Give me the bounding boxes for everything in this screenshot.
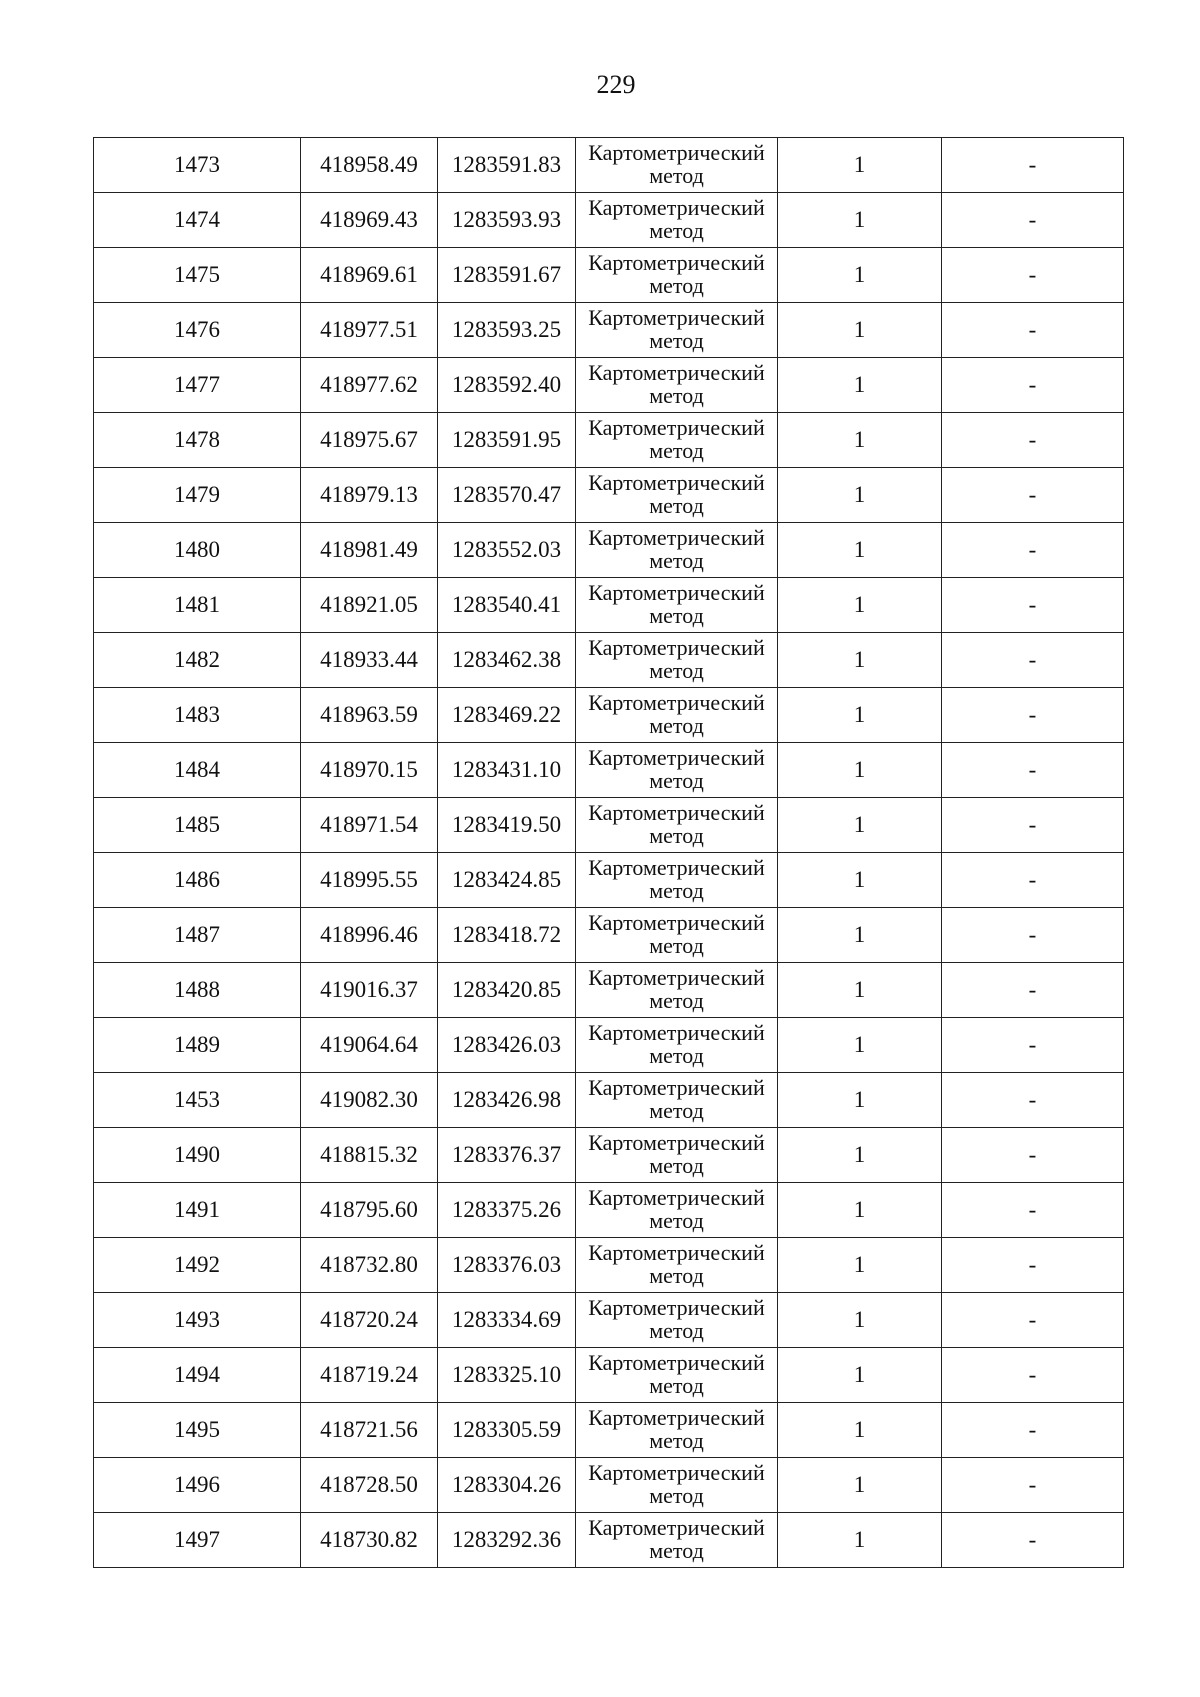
point-number-cell: 1473 <box>94 138 301 193</box>
table-row <box>94 963 1124 1018</box>
x-coordinate-cell: 418721.56 <box>301 1403 438 1458</box>
accuracy-cell: 1 <box>778 1458 942 1513</box>
method-cell <box>576 1348 778 1403</box>
note-cell: - <box>942 908 1124 963</box>
point-number-cell: 1488 <box>94 963 301 1018</box>
x-coordinate-cell: 418720.24 <box>301 1293 438 1348</box>
y-coordinate-cell: 1283376.37 <box>438 1128 576 1183</box>
method-line-2: метод <box>649 1318 704 1343</box>
y-coordinate-cell: 1283419.50 <box>438 798 576 853</box>
accuracy-cell: 1 <box>778 193 942 248</box>
y-coordinate-cell: 1283426.98 <box>438 1073 576 1128</box>
method-line-1: Картометрический <box>588 1405 765 1430</box>
x-coordinate-cell: 418969.43 <box>301 193 438 248</box>
method-cell <box>576 1458 778 1513</box>
y-coordinate-cell: 1283591.67 <box>438 248 576 303</box>
x-coordinate-cell: 418730.82 <box>301 1513 438 1568</box>
table-row <box>94 1183 1124 1238</box>
table-row <box>94 138 1124 193</box>
method-line-1: Картометрический <box>588 1075 765 1100</box>
method-line-2: метод <box>649 383 704 408</box>
method-cell <box>576 1513 778 1568</box>
point-number-cell: 1474 <box>94 193 301 248</box>
method-cell <box>576 468 778 523</box>
x-coordinate-cell: 418981.49 <box>301 523 438 578</box>
y-coordinate-cell: 1283420.85 <box>438 963 576 1018</box>
method-line-1: Картометрический <box>588 910 765 935</box>
note-cell: - <box>942 1348 1124 1403</box>
method-cell <box>576 303 778 358</box>
point-number-cell: 1486 <box>94 853 301 908</box>
note-cell: - <box>942 1238 1124 1293</box>
accuracy-cell: 1 <box>778 1073 942 1128</box>
method-line-1: Картометрический <box>588 195 765 220</box>
method-line-1: Картометрический <box>588 1515 765 1540</box>
accuracy-cell: 1 <box>778 1403 942 1458</box>
table-row <box>94 853 1124 908</box>
table-row <box>94 358 1124 413</box>
accuracy-cell: 1 <box>778 1018 942 1073</box>
method-cell <box>576 138 778 193</box>
y-coordinate-cell: 1283375.26 <box>438 1183 576 1238</box>
note-cell: - <box>942 688 1124 743</box>
note-cell: - <box>942 798 1124 853</box>
method-line-1: Картометрический <box>588 305 765 330</box>
method-line-2: метод <box>649 493 704 518</box>
method-line-1: Картометрический <box>588 250 765 275</box>
method-line-2: метод <box>649 878 704 903</box>
point-number-cell: 1453 <box>94 1073 301 1128</box>
method-line-2: метод <box>649 823 704 848</box>
accuracy-cell: 1 <box>778 138 942 193</box>
accuracy-cell: 1 <box>778 963 942 1018</box>
method-line-2: метод <box>649 1428 704 1453</box>
x-coordinate-cell: 418995.55 <box>301 853 438 908</box>
method-cell <box>576 523 778 578</box>
x-coordinate-cell: 418971.54 <box>301 798 438 853</box>
accuracy-cell: 1 <box>778 303 942 358</box>
method-line-2: метод <box>649 988 704 1013</box>
point-number-cell: 1492 <box>94 1238 301 1293</box>
accuracy-cell: 1 <box>778 358 942 413</box>
accuracy-cell: 1 <box>778 633 942 688</box>
y-coordinate-cell: 1283592.40 <box>438 358 576 413</box>
note-cell: - <box>942 1458 1124 1513</box>
method-line-1: Картометрический <box>588 800 765 825</box>
method-line-1: Картометрический <box>588 1130 765 1155</box>
x-coordinate-cell: 418958.49 <box>301 138 438 193</box>
y-coordinate-cell: 1283292.36 <box>438 1513 576 1568</box>
x-coordinate-cell: 418933.44 <box>301 633 438 688</box>
point-number-cell: 1496 <box>94 1458 301 1513</box>
note-cell: - <box>942 1403 1124 1458</box>
point-number-cell: 1479 <box>94 468 301 523</box>
y-coordinate-cell: 1283540.41 <box>438 578 576 633</box>
method-line-2: метод <box>649 548 704 573</box>
note-cell: - <box>942 1018 1124 1073</box>
method-line-2: метод <box>649 1373 704 1398</box>
y-coordinate-cell: 1283334.69 <box>438 1293 576 1348</box>
note-cell: - <box>942 523 1124 578</box>
x-coordinate-cell: 418732.80 <box>301 1238 438 1293</box>
method-cell <box>576 908 778 963</box>
x-coordinate-cell: 418977.62 <box>301 358 438 413</box>
x-coordinate-cell: 418970.15 <box>301 743 438 798</box>
method-cell <box>576 798 778 853</box>
x-coordinate-cell: 418979.13 <box>301 468 438 523</box>
point-number-cell: 1495 <box>94 1403 301 1458</box>
point-number-cell: 1491 <box>94 1183 301 1238</box>
method-cell <box>576 578 778 633</box>
accuracy-cell: 1 <box>778 1238 942 1293</box>
note-cell: - <box>942 358 1124 413</box>
y-coordinate-cell: 1283462.38 <box>438 633 576 688</box>
method-cell <box>576 688 778 743</box>
point-number-cell: 1484 <box>94 743 301 798</box>
x-coordinate-cell: 418815.32 <box>301 1128 438 1183</box>
note-cell: - <box>942 853 1124 908</box>
table-row <box>94 1238 1124 1293</box>
accuracy-cell: 1 <box>778 248 942 303</box>
accuracy-cell: 1 <box>778 688 942 743</box>
y-coordinate-cell: 1283325.10 <box>438 1348 576 1403</box>
method-line-2: метод <box>649 1263 704 1288</box>
point-number-cell: 1476 <box>94 303 301 358</box>
method-line-1: Картометрический <box>588 525 765 550</box>
method-cell <box>576 743 778 798</box>
method-line-2: метод <box>649 1043 704 1068</box>
method-line-2: метод <box>649 273 704 298</box>
y-coordinate-cell: 1283552.03 <box>438 523 576 578</box>
y-coordinate-cell: 1283376.03 <box>438 1238 576 1293</box>
method-line-2: метод <box>649 1483 704 1508</box>
accuracy-cell: 1 <box>778 413 942 468</box>
point-number-cell: 1487 <box>94 908 301 963</box>
method-cell <box>576 1018 778 1073</box>
note-cell: - <box>942 193 1124 248</box>
method-line-1: Картометрический <box>588 690 765 715</box>
table-row <box>94 1128 1124 1183</box>
note-cell: - <box>942 1293 1124 1348</box>
method-cell <box>576 193 778 248</box>
table-row <box>94 743 1124 798</box>
accuracy-cell: 1 <box>778 798 942 853</box>
method-line-1: Картометрический <box>588 580 765 605</box>
point-number-cell: 1494 <box>94 1348 301 1403</box>
accuracy-cell: 1 <box>778 1183 942 1238</box>
note-cell: - <box>942 963 1124 1018</box>
x-coordinate-cell: 418996.46 <box>301 908 438 963</box>
table-row <box>94 1073 1124 1128</box>
method-line-2: метод <box>649 658 704 683</box>
note-cell: - <box>942 468 1124 523</box>
y-coordinate-cell: 1283593.25 <box>438 303 576 358</box>
y-coordinate-cell: 1283593.93 <box>438 193 576 248</box>
point-number-cell: 1493 <box>94 1293 301 1348</box>
table-row <box>94 303 1124 358</box>
table-row <box>94 523 1124 578</box>
y-coordinate-cell: 1283304.26 <box>438 1458 576 1513</box>
method-line-2: метод <box>649 218 704 243</box>
point-number-cell: 1475 <box>94 248 301 303</box>
method-cell <box>576 1238 778 1293</box>
point-number-cell: 1485 <box>94 798 301 853</box>
point-number-cell: 1478 <box>94 413 301 468</box>
method-line-2: метод <box>649 768 704 793</box>
x-coordinate-cell: 418969.61 <box>301 248 438 303</box>
x-coordinate-cell: 418975.67 <box>301 413 438 468</box>
accuracy-cell: 1 <box>778 523 942 578</box>
table-row <box>94 248 1124 303</box>
table-row <box>94 633 1124 688</box>
method-cell <box>576 1293 778 1348</box>
note-cell: - <box>942 248 1124 303</box>
method-cell <box>576 1183 778 1238</box>
method-cell <box>576 1073 778 1128</box>
note-cell: - <box>942 1128 1124 1183</box>
method-line-2: метод <box>649 163 704 188</box>
method-cell <box>576 413 778 468</box>
accuracy-cell: 1 <box>778 1513 942 1568</box>
table-row <box>94 1348 1124 1403</box>
method-line-1: Картометрический <box>588 470 765 495</box>
point-number-cell: 1490 <box>94 1128 301 1183</box>
method-cell <box>576 633 778 688</box>
method-line-2: метод <box>649 438 704 463</box>
x-coordinate-cell: 418719.24 <box>301 1348 438 1403</box>
method-line-1: Картометрический <box>588 360 765 385</box>
table-row <box>94 413 1124 468</box>
accuracy-cell: 1 <box>778 1348 942 1403</box>
note-cell: - <box>942 1183 1124 1238</box>
point-number-cell: 1477 <box>94 358 301 413</box>
method-line-1: Картометрический <box>588 855 765 880</box>
x-coordinate-cell: 418921.05 <box>301 578 438 633</box>
method-line-2: метод <box>649 713 704 738</box>
y-coordinate-cell: 1283591.95 <box>438 413 576 468</box>
method-line-2: метод <box>649 933 704 958</box>
table-row <box>94 578 1124 633</box>
x-coordinate-cell: 419016.37 <box>301 963 438 1018</box>
method-line-1: Картометрический <box>588 745 765 770</box>
method-line-1: Картометрический <box>588 635 765 660</box>
note-cell: - <box>942 1513 1124 1568</box>
x-coordinate-cell: 418795.60 <box>301 1183 438 1238</box>
method-line-2: метод <box>649 1538 704 1563</box>
accuracy-cell: 1 <box>778 578 942 633</box>
x-coordinate-cell: 419064.64 <box>301 1018 438 1073</box>
method-line-1: Картометрический <box>588 965 765 990</box>
point-number-cell: 1480 <box>94 523 301 578</box>
accuracy-cell: 1 <box>778 908 942 963</box>
y-coordinate-cell: 1283570.47 <box>438 468 576 523</box>
accuracy-cell: 1 <box>778 468 942 523</box>
point-number-cell: 1489 <box>94 1018 301 1073</box>
method-line-2: метод <box>649 603 704 628</box>
note-cell: - <box>942 633 1124 688</box>
method-cell <box>576 963 778 1018</box>
method-line-2: метод <box>649 1153 704 1178</box>
y-coordinate-cell: 1283305.59 <box>438 1403 576 1458</box>
accuracy-cell: 1 <box>778 1293 942 1348</box>
accuracy-cell: 1 <box>778 743 942 798</box>
point-number-cell: 1482 <box>94 633 301 688</box>
y-coordinate-cell: 1283424.85 <box>438 853 576 908</box>
table-body <box>94 138 1124 1568</box>
table-row <box>94 468 1124 523</box>
method-line-1: Картометрический <box>588 1460 765 1485</box>
note-cell: - <box>942 578 1124 633</box>
table-row <box>94 688 1124 743</box>
point-number-cell: 1481 <box>94 578 301 633</box>
method-line-2: метод <box>649 1208 704 1233</box>
method-cell <box>576 1128 778 1183</box>
table-row <box>94 1513 1124 1568</box>
method-line-1: Картометрический <box>588 1295 765 1320</box>
method-cell <box>576 248 778 303</box>
coordinates-table <box>93 137 1124 1568</box>
method-line-1: Картометрический <box>588 1020 765 1045</box>
point-number-cell: 1483 <box>94 688 301 743</box>
method-line-1: Картометрический <box>588 1240 765 1265</box>
table-row <box>94 908 1124 963</box>
accuracy-cell: 1 <box>778 853 942 908</box>
x-coordinate-cell: 419082.30 <box>301 1073 438 1128</box>
table-row <box>94 1403 1124 1458</box>
method-line-2: метод <box>649 1098 704 1123</box>
table-row <box>94 798 1124 853</box>
method-line-1: Картометрический <box>588 1350 765 1375</box>
method-cell <box>576 1403 778 1458</box>
note-cell: - <box>942 743 1124 798</box>
y-coordinate-cell: 1283426.03 <box>438 1018 576 1073</box>
y-coordinate-cell: 1283469.22 <box>438 688 576 743</box>
y-coordinate-cell: 1283431.10 <box>438 743 576 798</box>
method-cell <box>576 853 778 908</box>
point-number-cell: 1497 <box>94 1513 301 1568</box>
method-cell <box>576 358 778 413</box>
method-line-1: Картометрический <box>588 1185 765 1210</box>
table-row <box>94 1293 1124 1348</box>
table-row <box>94 193 1124 248</box>
method-line-2: метод <box>649 328 704 353</box>
x-coordinate-cell: 418963.59 <box>301 688 438 743</box>
note-cell: - <box>942 1073 1124 1128</box>
table-row <box>94 1458 1124 1513</box>
accuracy-cell: 1 <box>778 1128 942 1183</box>
note-cell: - <box>942 138 1124 193</box>
table-row <box>94 1018 1124 1073</box>
page-number: 229 <box>596 70 636 99</box>
x-coordinate-cell: 418977.51 <box>301 303 438 358</box>
method-line-1: Картометрический <box>588 140 765 165</box>
y-coordinate-cell: 1283418.72 <box>438 908 576 963</box>
y-coordinate-cell: 1283591.83 <box>438 138 576 193</box>
x-coordinate-cell: 418728.50 <box>301 1458 438 1513</box>
note-cell: - <box>942 303 1124 358</box>
note-cell: - <box>942 413 1124 468</box>
method-line-1: Картометрический <box>588 415 765 440</box>
